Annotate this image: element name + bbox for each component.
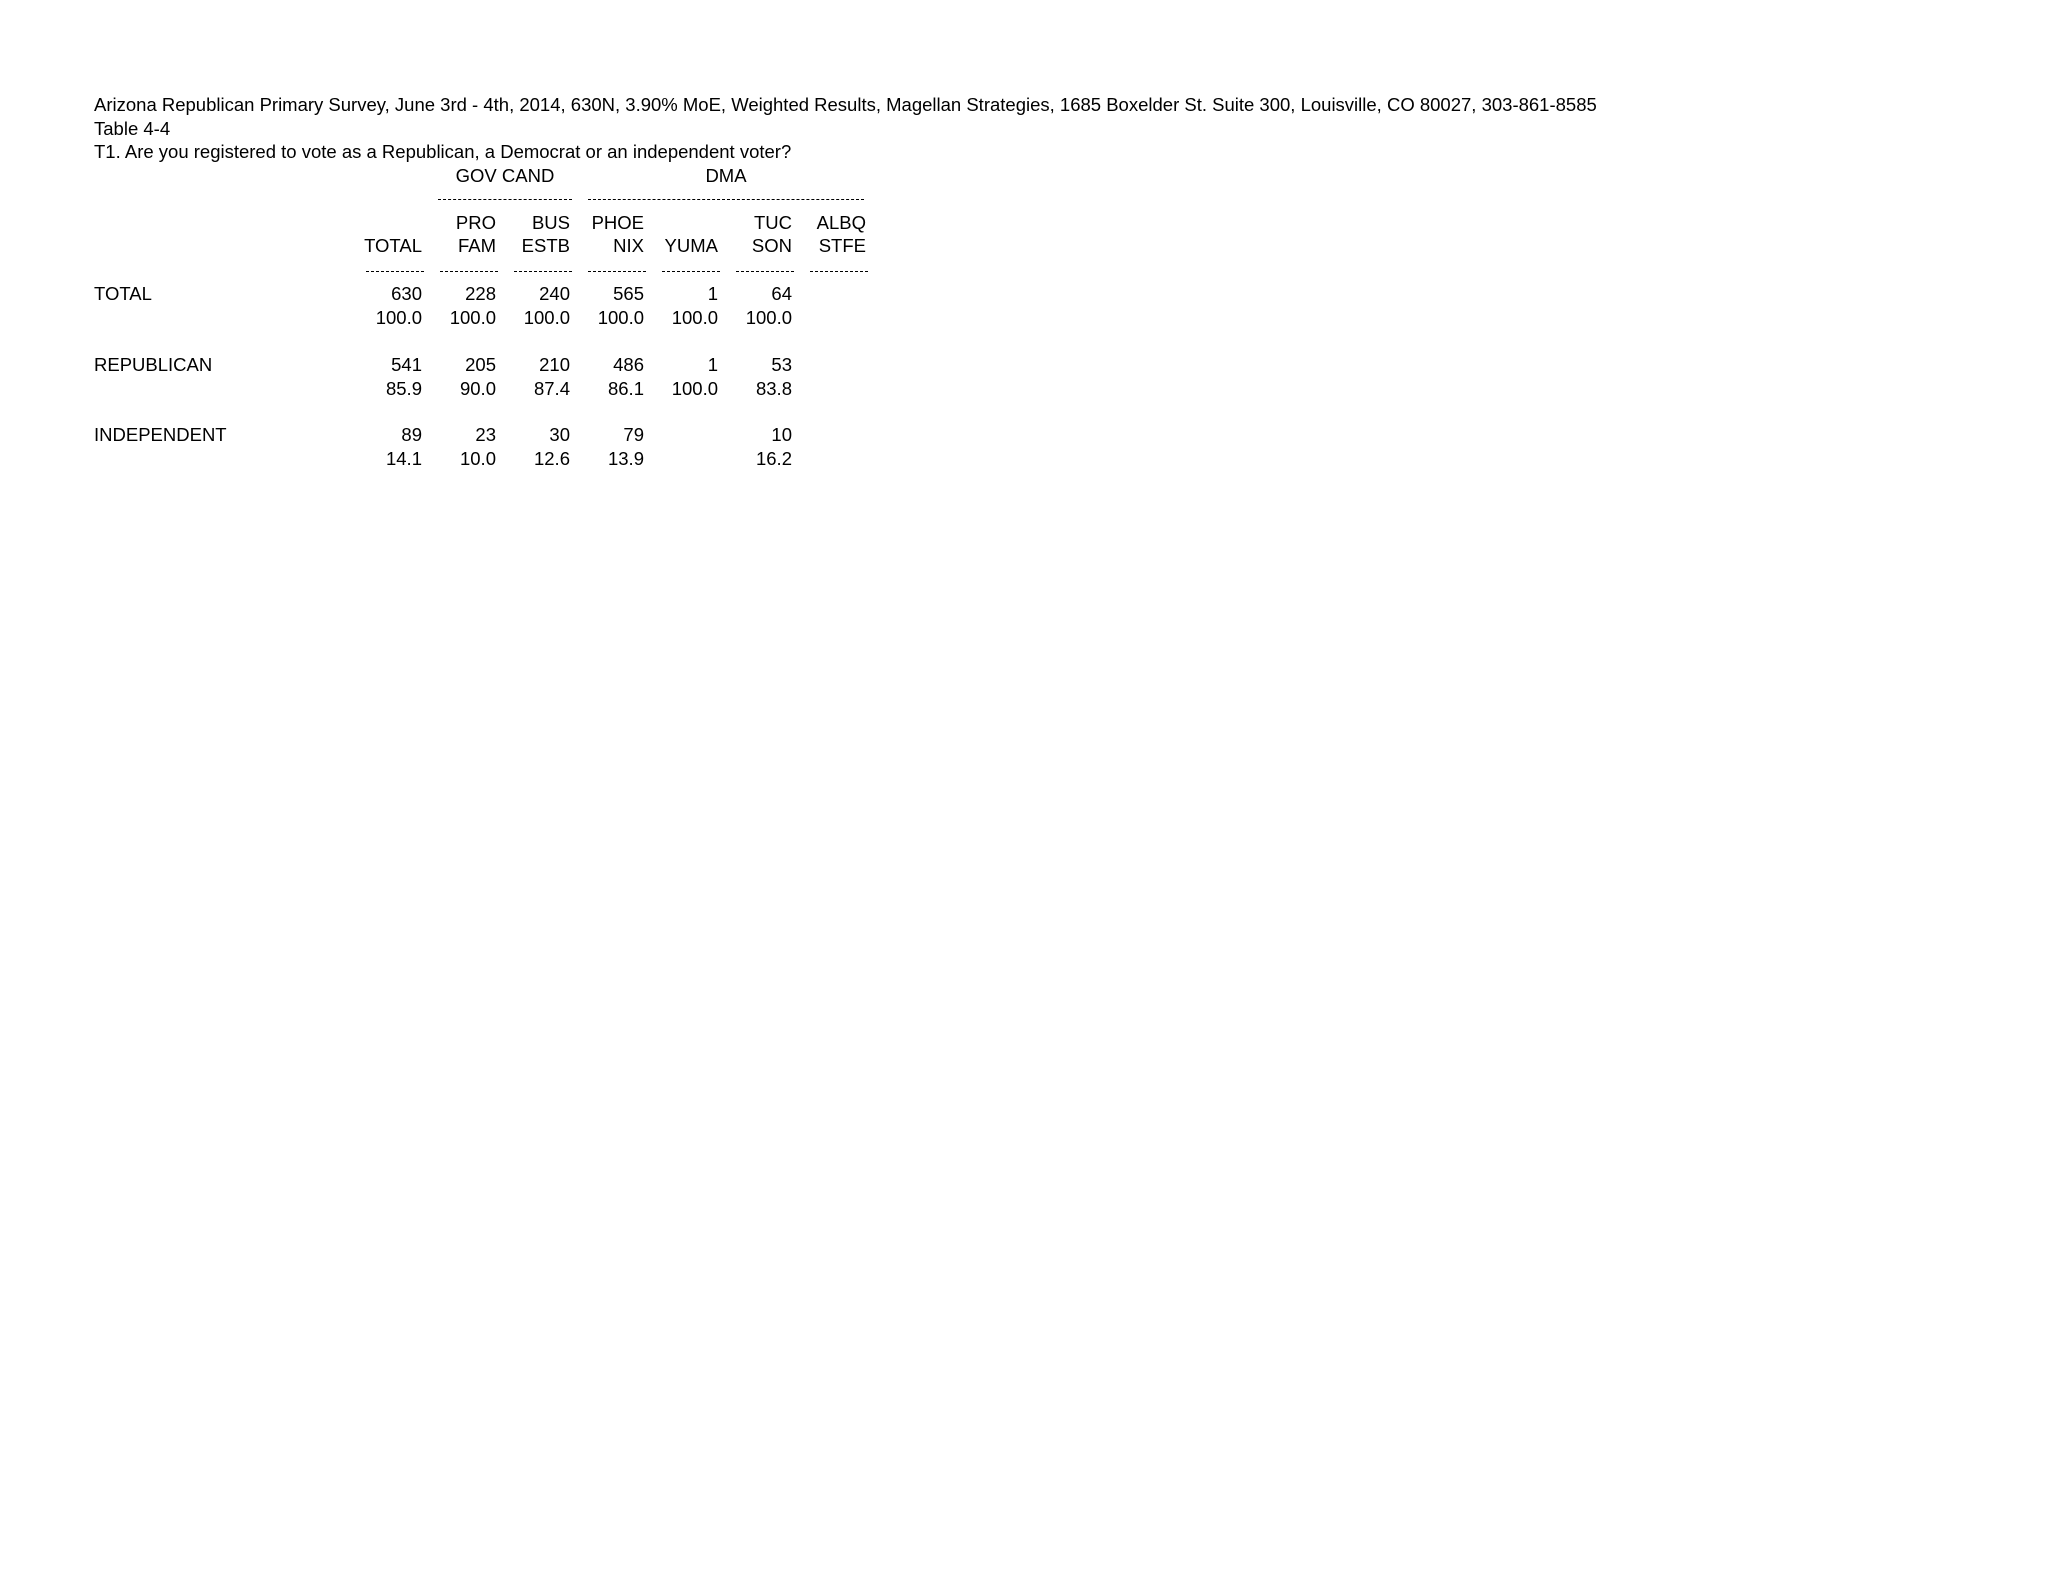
column-underline: [662, 271, 720, 272]
column-underline: [440, 271, 498, 272]
count-cell: 30: [549, 424, 570, 445]
count-cell: 541: [391, 354, 422, 375]
count-cell: 1: [707, 283, 718, 304]
row-label: REPUBLICAN: [94, 354, 213, 375]
column-underline: [736, 271, 794, 272]
percent-cell: 86.1: [607, 378, 644, 399]
percent-cell: 100.0: [449, 307, 496, 328]
column-header-line2: NIX: [613, 235, 644, 256]
percent-cell: 100.0: [671, 378, 718, 399]
table-title: Table 4-4: [94, 118, 171, 139]
count-cell: 565: [613, 283, 644, 304]
column-underline: [514, 271, 572, 272]
column-header-line2: FAM: [457, 235, 496, 256]
group-underline-dma: [588, 199, 864, 200]
column-header-line2: TOTAL: [364, 235, 422, 256]
group-header-dma: DMA: [705, 165, 747, 186]
column-header-line2: STFE: [818, 235, 866, 256]
percent-cell: 16.2: [755, 448, 792, 469]
percent-cell: 100.0: [671, 307, 718, 328]
column-header-line2: YUMA: [664, 235, 718, 256]
group-underline-gov-cand: [438, 199, 572, 200]
group-header-gov-cand: GOV CAND: [455, 165, 555, 186]
count-cell: 210: [539, 354, 570, 375]
count-cell: 630: [391, 283, 422, 304]
column-underline: [588, 271, 646, 272]
percent-cell: 12.6: [533, 448, 570, 469]
percent-cell: 100.0: [523, 307, 570, 328]
percent-cell: 87.4: [533, 378, 570, 399]
percent-cell: 13.9: [607, 448, 644, 469]
row-label: TOTAL: [94, 283, 152, 304]
row-label: INDEPENDENT: [94, 424, 227, 445]
count-cell: 23: [475, 424, 496, 445]
question-text: T1. Are you registered to vote as a Republican, a Democrat or an independent voter?: [94, 141, 792, 162]
count-cell: 79: [623, 424, 644, 445]
count-cell: 53: [771, 354, 792, 375]
percent-cell: 100.0: [597, 307, 644, 328]
count-cell: 1: [707, 354, 718, 375]
percent-cell: 14.1: [385, 448, 422, 469]
count-cell: 205: [465, 354, 496, 375]
count-cell: 486: [613, 354, 644, 375]
column-header-line1: PRO: [455, 212, 496, 233]
count-cell: 10: [771, 424, 792, 445]
survey-header: Arizona Republican Primary Survey, June 3rd - 4th, 2014, 630N, 3.90% MoE, Weighted Results, Magellan Strategies, 1685 Boxelder St. Suite 300, Louisville, CO 80027, 303-861-8585: [94, 94, 1597, 115]
column-header-line1: PHOE: [591, 212, 644, 233]
percent-cell: 85.9: [385, 378, 422, 399]
column-underline: [366, 271, 424, 272]
column-header-line1: BUS: [531, 212, 570, 233]
percent-cell: 90.0: [459, 378, 496, 399]
percent-cell: 100.0: [375, 307, 422, 328]
column-header-line1: TUC: [753, 212, 792, 233]
column-header-line2: SON: [751, 235, 792, 256]
column-underline: [810, 271, 868, 272]
percent-cell: 83.8: [755, 378, 792, 399]
count-cell: 228: [465, 283, 496, 304]
column-header-line1: ALBQ: [816, 212, 866, 233]
column-header-line2: ESTB: [521, 235, 570, 256]
count-cell: 89: [401, 424, 422, 445]
percent-cell: 10.0: [459, 448, 496, 469]
count-cell: 240: [539, 283, 570, 304]
count-cell: 64: [771, 283, 792, 304]
percent-cell: 100.0: [745, 307, 792, 328]
